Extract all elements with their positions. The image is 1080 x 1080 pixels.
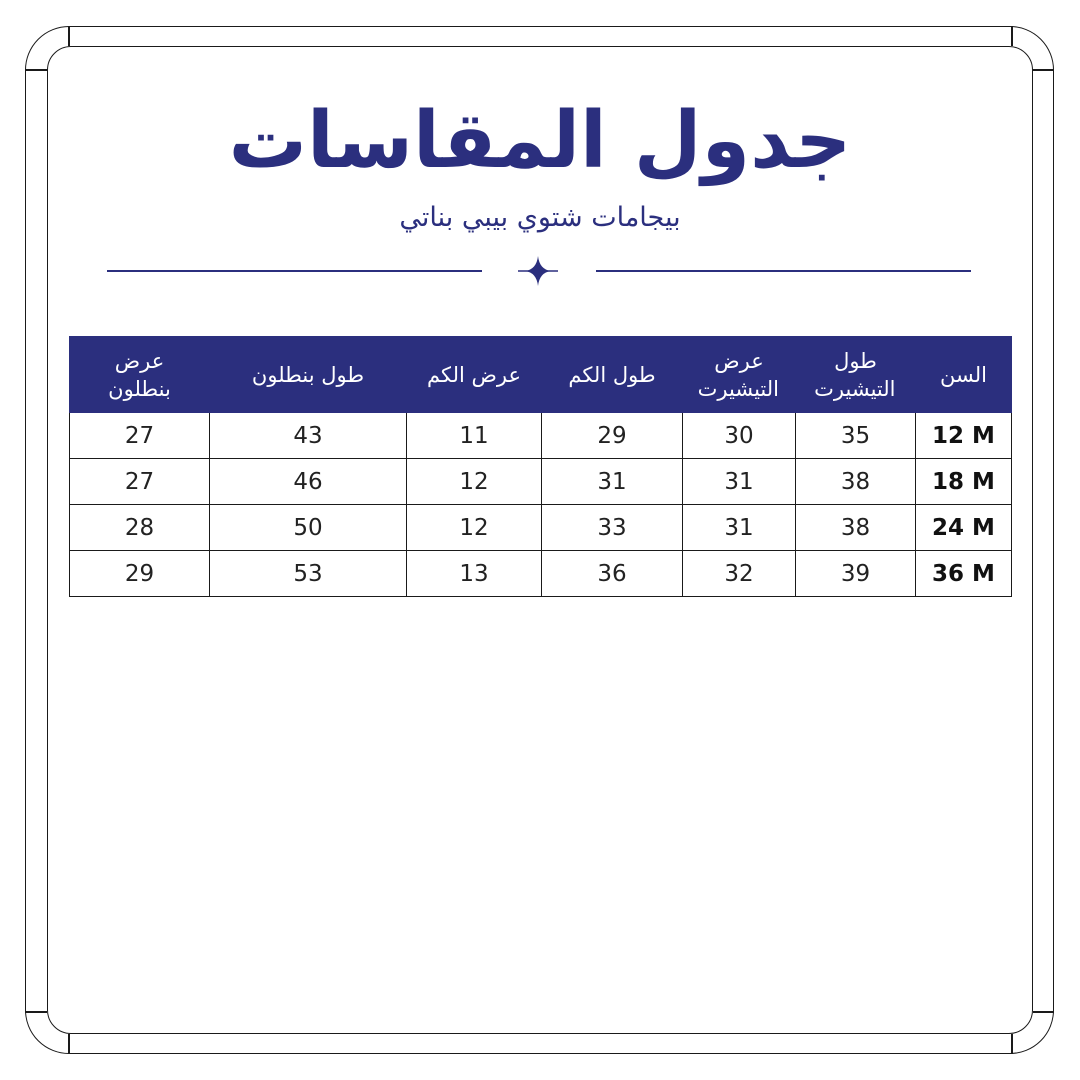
table-cell: 46 [210,459,407,505]
table-cell: 28 [70,505,210,551]
cell-age: 24 M [916,505,1012,551]
table-row [70,413,1012,459]
table-header-row [70,337,1012,413]
table-cell: 38 [796,459,916,505]
cell-age: 12 M [916,413,1012,459]
frame-tick [1011,1034,1013,1054]
table-cell: 31 [683,505,796,551]
table-row [70,459,1012,505]
table-cell: 13 [407,551,542,597]
table-cell: 12 [407,459,542,505]
divider-right [596,270,971,272]
table-row [70,551,1012,597]
table-cell: 30 [683,413,796,459]
cell-age: 18 M [916,459,1012,505]
frame-tick [1033,1011,1054,1013]
table-cell: 11 [407,413,542,459]
divider-left [107,270,482,272]
frame-tick [68,26,70,46]
table-cell: 43 [210,413,407,459]
header-pants-length: طول بنطلون [210,337,407,413]
table-cell: 33 [542,505,683,551]
page-title: جدول المقاسات [228,96,852,186]
frame-tick [25,1011,47,1013]
table-cell: 50 [210,505,407,551]
table-cell: 32 [683,551,796,597]
frame-tick [25,69,47,71]
table-cell: 38 [796,505,916,551]
table-cell: 53 [210,551,407,597]
cell-age: 36 M [916,551,1012,597]
sparkle-icon [518,252,558,290]
page-subtitle: بيجامات شتوي بيبي بناتي [399,202,681,233]
table-cell: 27 [70,459,210,505]
table-cell: 31 [683,459,796,505]
header-pants-width: عرض بنطلون [70,337,210,413]
table-cell: 12 [407,505,542,551]
frame-tick [68,1034,70,1054]
table-cell: 35 [796,413,916,459]
table-cell: 39 [796,551,916,597]
table-cell: 31 [542,459,683,505]
table-cell: 27 [70,413,210,459]
frame-tick [1033,69,1054,71]
table-row [70,505,1012,551]
header-age: السن [916,337,1012,413]
table-cell: 29 [70,551,210,597]
table-cell: 29 [542,413,683,459]
frame-tick [1011,26,1013,46]
header-sleeve-width: عرض الكم [407,337,542,413]
table-cell: 36 [542,551,683,597]
header-tshirt-length: طول التيشيرت [796,337,916,413]
header-tshirt-width: عرض التيشيرت [683,337,796,413]
header-sleeve-length: طول الكم [542,337,683,413]
size-table [69,336,1012,597]
